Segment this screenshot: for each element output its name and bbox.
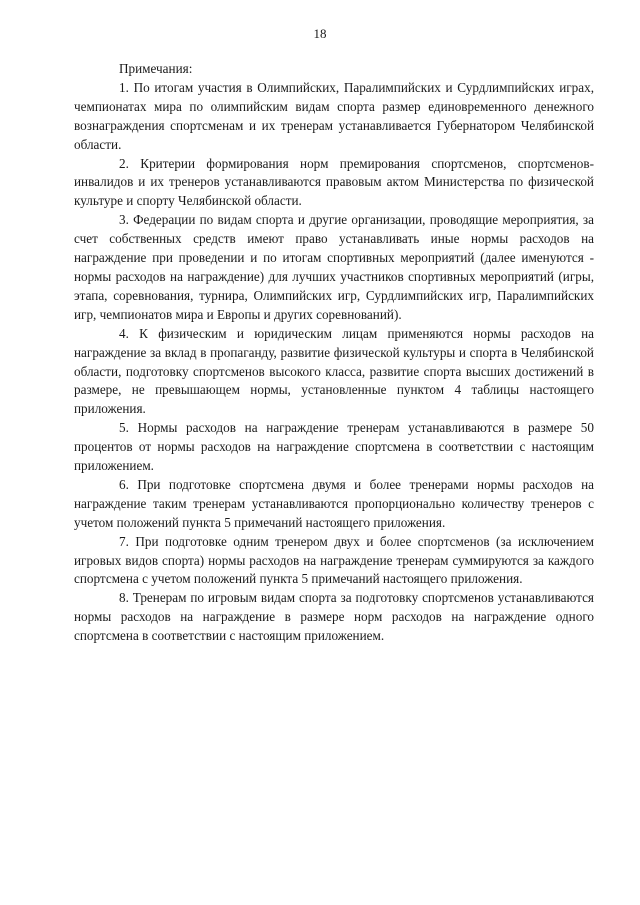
note-item-2: 2. Критерии формирования норм премирования спортсменов, спортсменов-инвалидов и их тренеров устанавливаются правовым актом Министерства по физической культуре и спорту Челябинской области. — [74, 155, 594, 209]
page-number: 18 — [313, 26, 327, 41]
note-item-3: 3. Федерации по видам спорта и другие организации, проводящие мероприятия, за счет собственных средств имеют право устанавливать иные нормы расходов на награждение при проведении и по итогам спортивных мероприятий (далее именуются - нормы расходов на награждение) для лучших участников спортивных мероприятий (игры, этапа, соревнования, турнира, Олимпийских игр, Сурдлимпийских игр, Паралимпийских игр, чемпионатов мира и Европы и других соревнований). — [74, 212, 594, 322]
note-item-8: 8. Тренерам по игровым видам спорта за подготовку спортсменов устанавливаются нормы расходов на награждение в размере норм расходов на награждение одного спортсмена в соответствии с настоящим приложением. — [74, 590, 594, 644]
note-item-7: 7. При подготовке одним тренером двух и более спортсменов (за исключением игровых видов спорта) нормы расходов на награждение тренерам суммируются за каждого спортсмена с учетом положений пункта 5 примечаний настоящего приложения. — [74, 533, 594, 587]
note-item-1: 1. По итогам участия в Олимпийских, Паралимпийских и Сурдлимпийских играх, чемпионатах мира по олимпийским видам спорта размер единовременного денежного вознаграждения спортсменам и их тренерам устанавливается Губернатором Челябинской области. — [74, 79, 594, 152]
note-item-4: 4. К физическим и юридическим лицам применяются нормы расходов на награждение за вклад в пропаганду, развитие физической культуры и спорта в Челябинской области, подготовку спортсменов высокого класса, развитие спорта высших достижений в размере, не превышающем нормы, установленные пунктом 4 таблицы настоящего приложения. — [74, 325, 594, 417]
note-item-5: 5. Нормы расходов на награждение тренерам устанавливаются в размере 50 процентов от нормы расходов на награждение спортсмена в соответствии с настоящим приложением. — [74, 420, 594, 474]
notes-section — [74, 60, 594, 646]
note-item-6: 6. При подготовке спортсмена двумя и более тренерами нормы расходов на награждение таким тренерам устанавливаются пропорционально количеству тренеров с учетом положений пункта 5 примечаний настоящего приложения. — [74, 476, 594, 530]
notes-title: Примечания: — [119, 61, 193, 76]
